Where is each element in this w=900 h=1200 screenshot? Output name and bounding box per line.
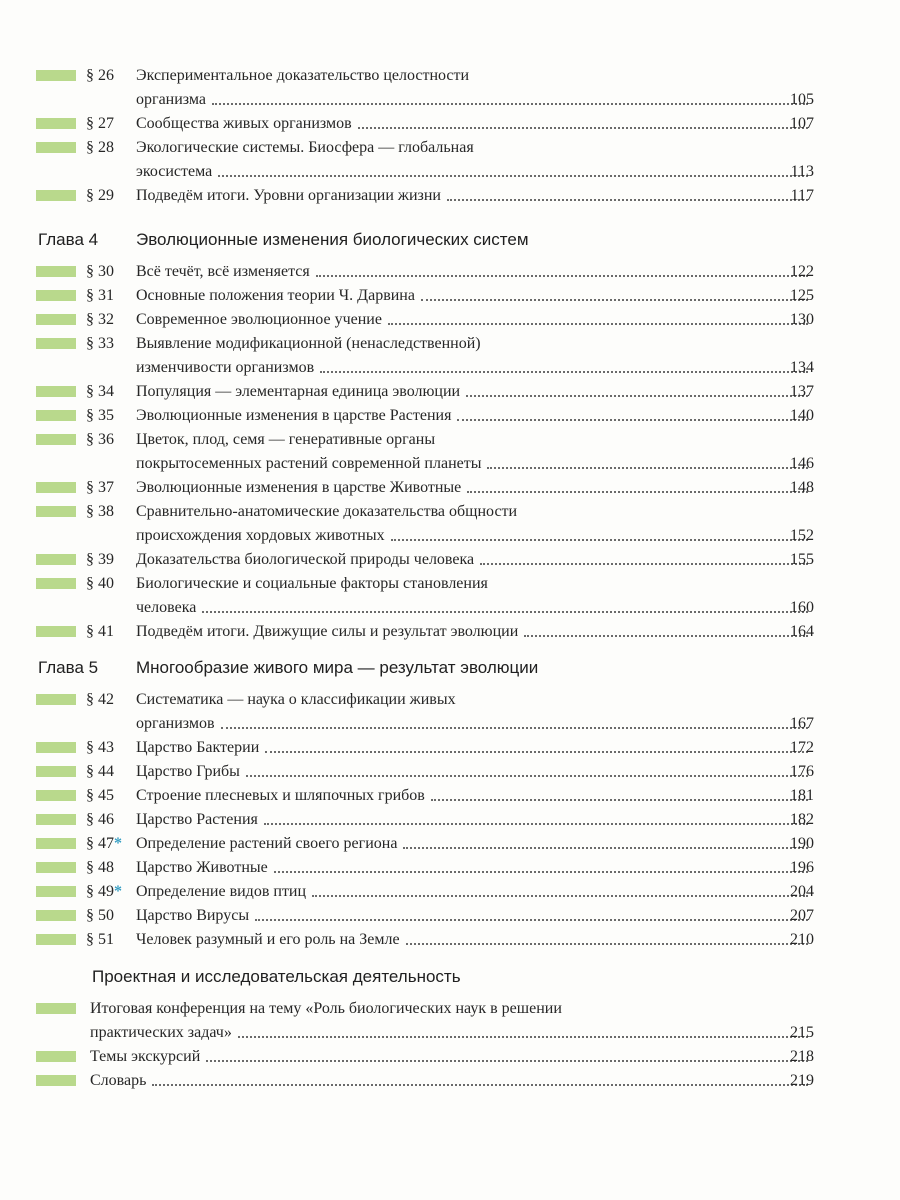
entry-title-text: практических задач» [90, 1024, 232, 1041]
section-number-text: § 29 [86, 187, 114, 204]
page-number: 105 [790, 91, 814, 108]
entry-title-text: Биологические и социальные факторы становления [136, 575, 488, 592]
entry-title-text: экосистема [136, 163, 213, 180]
dot-leader [403, 847, 808, 849]
entry-title-line [136, 260, 814, 284]
entry-title-line [136, 620, 814, 644]
toc-marker-bar [36, 142, 76, 153]
section-number-text: § 30 [86, 263, 114, 280]
entry-title-text: Царство Грибы [136, 763, 240, 780]
entry-title-text: организма [136, 91, 206, 108]
dot-leader [238, 1036, 808, 1038]
section-number [86, 260, 138, 284]
entry-title-text: покрытосеменных растений современной планеты [136, 455, 482, 472]
section-number [86, 808, 138, 832]
entry-title-text: Сравнительно-анатомические доказательства общности [136, 503, 518, 520]
entry-title-text: организмов [136, 715, 215, 732]
entry-title-text: Итоговая конференция на тему «Роль биологических наук в решении [90, 1000, 562, 1017]
entry-title-line [90, 1069, 814, 1093]
entry-title-line [90, 997, 814, 1021]
entry-title-text: Выявление модификационной (ненаследственной) [136, 335, 481, 352]
section-number [86, 428, 138, 452]
page-number: 196 [790, 859, 814, 876]
entry-title-line [136, 500, 814, 524]
dot-leader [421, 299, 808, 301]
dot-leader [255, 919, 808, 921]
entry-title [136, 808, 814, 832]
entry-title [136, 620, 814, 644]
dot-leader [246, 775, 808, 777]
section-number-text: § 39 [86, 551, 114, 568]
entry-title [136, 64, 814, 112]
toc-marker-bar [36, 1051, 76, 1062]
section-number [86, 332, 138, 356]
entry-title-text: Определение растений своего региона [136, 835, 398, 852]
entry-title-text: изменчивости организмов [136, 359, 315, 376]
entry-title [136, 308, 814, 332]
chapter-label: Глава 4 [38, 230, 99, 249]
toc-marker-bar [36, 338, 76, 349]
toc-marker-bar [36, 886, 76, 897]
entry-title-line [136, 160, 814, 184]
toc-marker-bar [36, 290, 76, 301]
dot-leader [152, 1084, 808, 1086]
page-number: 182 [790, 811, 814, 828]
toc-marker-bar [36, 482, 76, 493]
section-number-text: § 48 [86, 859, 114, 876]
page-number: 167 [790, 715, 814, 732]
page-number: 190 [790, 835, 814, 852]
entry-title [136, 548, 814, 572]
section-number [86, 832, 138, 856]
entry-title-text: Популяция — элементарная единица эволюции [136, 383, 461, 400]
toc-marker-bar [36, 314, 76, 325]
dot-leader [320, 371, 808, 373]
entry-title-line [136, 880, 814, 904]
dot-leader [480, 563, 808, 565]
asterisk-icon: * [114, 883, 122, 900]
entry-title [136, 184, 814, 208]
section-number [86, 404, 138, 428]
section-number-text: § 28 [86, 139, 114, 156]
entry-title-line [136, 136, 814, 160]
entry-title-text: Подведём итоги. Уровни организации жизни [136, 187, 441, 204]
dot-leader [265, 751, 808, 753]
entry-title [136, 428, 814, 476]
toc-marker-bar [36, 1075, 76, 1086]
entry-title-line [136, 284, 814, 308]
page-number: 140 [790, 407, 814, 424]
dot-leader [312, 895, 808, 897]
toc-marker-bar [36, 410, 76, 421]
entry-title-line [136, 428, 814, 452]
dot-leader [447, 199, 808, 201]
page-number: 210 [790, 931, 814, 948]
section-number [86, 688, 138, 712]
toc-marker-bar [36, 434, 76, 445]
entry-title-line [136, 88, 814, 112]
section-number [86, 904, 138, 928]
asterisk-icon: * [114, 835, 122, 852]
section-number [86, 572, 138, 596]
chapter-heading [38, 228, 529, 252]
section-number [86, 184, 138, 208]
page-number: 137 [790, 383, 814, 400]
section-number [86, 112, 138, 136]
chapter-heading [38, 656, 538, 680]
entry-title [136, 572, 814, 620]
entry-title [90, 997, 814, 1045]
entry-title-line [136, 184, 814, 208]
page-number: 107 [790, 115, 814, 132]
entry-title [136, 380, 814, 404]
section-number [86, 380, 138, 404]
section-number [86, 856, 138, 880]
dot-leader [466, 395, 808, 397]
section-number-text: § 38 [86, 503, 114, 520]
project-section-heading: Проектная и исследовательская деятельность [92, 967, 461, 986]
dot-leader [274, 871, 808, 873]
entry-title [136, 404, 814, 428]
entry-title-text: Царство Вирусы [136, 907, 250, 924]
section-number [86, 500, 138, 524]
dot-leader [358, 127, 808, 129]
entry-title [136, 784, 814, 808]
entry-title [136, 904, 814, 928]
entry-title [136, 880, 814, 904]
toc-marker-bar [36, 386, 76, 397]
page-number: 155 [790, 551, 814, 568]
entry-title-line [136, 308, 814, 332]
dot-leader [431, 799, 808, 801]
entry-title-line [136, 476, 814, 500]
section-number [86, 136, 138, 160]
entry-title-line [136, 928, 814, 952]
page-number: 113 [790, 163, 814, 180]
toc-marker-bar [36, 766, 76, 777]
section-number [86, 760, 138, 784]
page-number: 146 [790, 455, 814, 472]
dot-leader [457, 419, 808, 421]
entry-title-line [136, 332, 814, 356]
toc-marker-bar [36, 626, 76, 637]
entry-title-text: Эволюционные изменения в царстве Растения [136, 407, 452, 424]
entry-title-text: Основные положения теории Ч. Дарвина [136, 287, 415, 304]
page-number: 152 [790, 527, 814, 544]
dot-leader [316, 275, 808, 277]
section-number-text: § 46 [86, 811, 114, 828]
section-number-text: § 37 [86, 479, 114, 496]
entry-title-line [136, 832, 814, 856]
section-number-text: § 34 [86, 383, 114, 400]
dot-leader [264, 823, 808, 825]
page-number: 172 [790, 739, 814, 756]
entry-title-line [136, 572, 814, 596]
toc-marker-bar [36, 790, 76, 801]
entry-title [136, 284, 814, 308]
section-number [86, 620, 138, 644]
section-number-text: § 40 [86, 575, 114, 592]
section-number [86, 284, 138, 308]
dot-leader [212, 103, 808, 105]
entry-title-text: человека [136, 599, 197, 616]
page-number: 218 [790, 1048, 814, 1065]
entry-title-text: Современное эволюционное учение [136, 311, 382, 328]
entry-title [136, 136, 814, 184]
entry-title-text: Царство Животные [136, 859, 268, 876]
entry-title-text: Словарь [90, 1072, 147, 1089]
entry-title [136, 832, 814, 856]
page-number: 122 [790, 263, 814, 280]
toc-marker-bar [36, 118, 76, 129]
section-number-text: § 47 [86, 835, 114, 852]
entry-title-line [136, 712, 814, 736]
page-number: 204 [790, 883, 814, 900]
entry-title-text: Экспериментальное доказательство целостности [136, 67, 470, 84]
entry-title [136, 688, 814, 736]
entry-title-line [90, 1045, 814, 1069]
entry-title-text: Доказательства биологической природы человека [136, 551, 475, 568]
entry-title [90, 1045, 814, 1069]
entry-title-text: Определение видов птиц [136, 883, 307, 900]
page-number: 117 [790, 187, 814, 204]
toc-marker-bar [36, 838, 76, 849]
section-number-text: § 27 [86, 115, 114, 132]
section-number [86, 784, 138, 808]
section-number [86, 880, 138, 904]
entry-title-line [136, 380, 814, 404]
entry-title-line [136, 904, 814, 928]
entry-title-text: происхождения хордовых животных [136, 527, 385, 544]
entry-title [90, 1069, 814, 1093]
section-number-text: § 26 [86, 67, 114, 84]
entry-title-line [136, 808, 814, 832]
entry-title-line [136, 404, 814, 428]
chapter-label: Глава 5 [38, 658, 99, 677]
entry-title [136, 476, 814, 500]
page-number: 176 [790, 763, 814, 780]
dot-leader [406, 943, 808, 945]
section-number-text: § 51 [86, 931, 114, 948]
section-number-text: § 42 [86, 691, 114, 708]
chapter-title: Эволюционные изменения биологических систем [136, 230, 529, 249]
entry-title-text: Человек разумный и его роль на Земле [136, 931, 400, 948]
entry-title-text: Экологические системы. Биосфера — глобальная [136, 139, 474, 156]
entry-title [136, 500, 814, 548]
chapter-title: Многообразие живого мира — результат эволюции [136, 658, 539, 677]
entry-title [136, 112, 814, 136]
section-number-text: § 36 [86, 431, 114, 448]
page-number: 160 [790, 599, 814, 616]
dot-leader [218, 175, 808, 177]
entry-title-line [136, 736, 814, 760]
toc-marker-bar [36, 70, 76, 81]
entry-title [136, 736, 814, 760]
entry-title [136, 856, 814, 880]
entry-title [136, 760, 814, 784]
entry-title [136, 928, 814, 952]
section-number-text: § 49 [86, 883, 114, 900]
entry-title-text: Царство Бактерии [136, 739, 260, 756]
dot-leader [467, 491, 808, 493]
entry-title-text: Всё течёт, всё изменяется [136, 263, 310, 280]
toc-marker-bar [36, 694, 76, 705]
section-number-text: § 41 [86, 623, 114, 640]
section-number [86, 476, 138, 500]
dot-leader [202, 611, 808, 613]
entry-title-text: Подведём итоги. Движущие силы и результат эволюции [136, 623, 519, 640]
section-number-text: § 32 [86, 311, 114, 328]
page-number: 125 [790, 287, 814, 304]
entry-title-line [136, 548, 814, 572]
toc-marker-bar [36, 934, 76, 945]
page-number: 164 [790, 623, 814, 640]
entry-title [136, 332, 814, 380]
dot-leader [487, 467, 808, 469]
page-number: 130 [790, 311, 814, 328]
entry-title-line [90, 1021, 814, 1045]
page-number: 207 [790, 907, 814, 924]
entry-title-text: Темы экскурсий [90, 1048, 201, 1065]
entry-title-line [136, 64, 814, 88]
section-number-text: § 43 [86, 739, 114, 756]
toc-marker-bar [36, 266, 76, 277]
toc-marker-bar [36, 506, 76, 517]
entry-title-text: Эволюционные изменения в царстве Животные [136, 479, 462, 496]
section-number-text: § 35 [86, 407, 114, 424]
entry-title-text: Царство Растения [136, 811, 258, 828]
section-number-text: § 31 [86, 287, 114, 304]
section-number [86, 64, 138, 88]
section-number [86, 308, 138, 332]
entry-title-line [136, 596, 814, 620]
entry-title-line [136, 524, 814, 548]
dot-leader [206, 1060, 808, 1062]
entry-title [136, 260, 814, 284]
section-number [86, 736, 138, 760]
page-number: 181 [790, 787, 814, 804]
entry-title-line [136, 856, 814, 880]
page-number: 215 [790, 1024, 814, 1041]
page-number: 134 [790, 359, 814, 376]
dot-leader [221, 727, 808, 729]
toc-marker-bar [36, 190, 76, 201]
entry-title-text: Цветок, плод, семя — генеративные органы [136, 431, 436, 448]
section-number-text: § 50 [86, 907, 114, 924]
entry-title-line [136, 112, 814, 136]
page-number: 219 [790, 1072, 814, 1089]
entry-title-line [136, 784, 814, 808]
dot-leader [388, 323, 808, 325]
entry-title-text: Сообщества живых организмов [136, 115, 352, 132]
toc-marker-bar [36, 814, 76, 825]
entry-title-line [136, 760, 814, 784]
toc-marker-bar [36, 1003, 76, 1014]
section-number-text: § 33 [86, 335, 114, 352]
section-number [86, 548, 138, 572]
section-number-text: § 44 [86, 763, 114, 780]
page-number: 148 [790, 479, 814, 496]
entry-title-text: Систематика — наука о классификации живых [136, 691, 456, 708]
entry-title-text: Строение плесневых и шляпочных грибов [136, 787, 425, 804]
toc-marker-bar [36, 554, 76, 565]
section-number-text: § 45 [86, 787, 114, 804]
section-number [86, 928, 138, 952]
entry-title-line [136, 452, 814, 476]
toc-marker-bar [36, 578, 76, 589]
toc-marker-bar [36, 910, 76, 921]
dot-leader [391, 539, 808, 541]
toc-marker-bar [36, 862, 76, 873]
toc-marker-bar [36, 742, 76, 753]
entry-title-line [136, 356, 814, 380]
entry-title-line [136, 688, 814, 712]
